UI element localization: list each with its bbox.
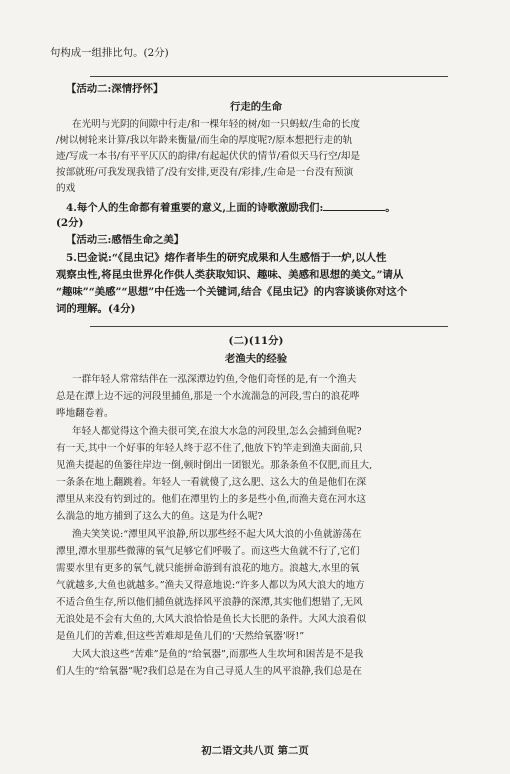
poem-title: 行走的生命	[230, 101, 282, 113]
story-line-18: 们人生的“给氧器”呢?我们总是在为自己寻觅人生的风平浪静,我们总是在	[56, 666, 362, 677]
poem-line-2: /树以树轮来计算/我以年龄来衡量/而生命的厚度呢?/原本想把行走的轨	[56, 135, 353, 146]
story-line-1: 一群年轻人常常结伴在一泓深潭边钓鱼,令他们奇怪的是,有一个渔夫	[72, 374, 357, 385]
story-line-16: 是鱼儿们的苦难,但这些苦难却是鱼儿们的‘天然给氧器’呀!”	[56, 631, 305, 642]
story-line-13: 气就越多,大鱼也就越多。”渔夫又得意地说:“许多人都以为风大浪大的地方	[56, 580, 365, 591]
poem-line-3: 迹/写成一本书/有平平仄仄的韵律/有起起伏伏的情节/看似天马行空/却是	[56, 151, 360, 162]
story-line-15: 无浪处是不会有大鱼的,大风大浪恰恰是鱼长大长肥的条件。大风大浪看似	[56, 614, 367, 625]
question-5-line-3: “趣味”“美感”“思想”中任选一个关键词,结合《昆虫记》的内容谈谈你对这个	[56, 286, 408, 298]
divider-2	[90, 326, 448, 327]
text-line-1: 句构成一组排比句。(2分)	[50, 47, 169, 59]
story-line-17: 大风大浪这些“苦难”是鱼的“给氧器”,而那些人生坎坷和困苦是不是我	[72, 649, 364, 660]
story-line-8: 潭里从来没有钓到过的。他们在潭里钓上的多是些小鱼,而渔夫竟在河水这	[56, 494, 367, 505]
activity-two-heading: 【活动二:深情抒怀】	[66, 83, 164, 95]
story-line-10: 渔夫笑笑说:“潭里风平浪静,所以那些经不起大风大浪的小鱼就游荡在	[72, 529, 362, 540]
story-line-14: 不适合鱼生存,所以他们捕鱼就选择风平浪静的深潭,其实他们想错了,无风	[56, 597, 363, 608]
story-line-2: 总是在潭上边不远的河段里捕鱼,那是一个水流湍急的河段,雪白的浪花哗	[56, 391, 360, 402]
divider-1	[90, 76, 448, 77]
story-line-12: 需要水里有更多的氧气,就只能拼命游到有浪花的地方。浪越大,水里的氧	[56, 563, 360, 574]
story-line-5: 有一天,其中一个好事的年轻人终于忍不住了,他放下钓竿走到渔夫面前,只	[56, 443, 363, 454]
question-5-line-4: 词的理解。(4分)	[56, 303, 136, 315]
poem-line-1: 在光明与光阴的间隙中行走/和一棵年轻的树/如一只蚂蚁/生命的长度	[72, 119, 360, 130]
question-5-line-1: 5.巴金说:“《昆虫记》熔作者毕生的研究成果和人生感悟于一炉,以人性	[66, 252, 387, 264]
story-line-11: 潭里,潭水里那些微薄的氧气足够它们呼吸了。而这些大鱼就不行了,它们	[56, 546, 360, 557]
story-line-4: 年轻人都觉得这个渔夫很可笑,在浪大水急的河段里,怎么会捕到鱼呢?	[72, 426, 362, 437]
poem-line-5: 的戏	[56, 183, 76, 194]
activity-three-heading: 【活动三:感悟生命之美】	[66, 234, 185, 246]
story-title: 老渔夫的经验	[224, 353, 288, 365]
question-4: 4.每个人的生命都有着重要的意义,上面的诗歌激励我们: 。	[66, 202, 396, 214]
story-line-9: 么湍急的地方捕到了这么大的鱼。这是为什么呢?	[56, 511, 263, 522]
page-footer: 初二语文共八页 第二页	[201, 745, 309, 757]
story-line-6: 见渔夫提起的鱼篓往岸边一倒,顿时倒出一团银光。那条条鱼不仅肥,而且大,	[56, 460, 373, 471]
question-5-line-2: 观察虫性,将昆虫世界化作供人类获取知识、趣味、美感和思想的美文。”请从	[56, 269, 404, 281]
poem-line-4: 按部就班/可我发现我错了/没有安排,更没有/彩排,/生命是一台没有预演	[56, 167, 354, 178]
story-line-3: 哗地翻卷着。	[56, 408, 114, 419]
question-4-text: 4.每个人的生命都有着重要的意义,上面的诗歌激励我们:	[66, 202, 324, 214]
question-4-score: (2分)	[56, 217, 84, 229]
story-line-7: 一条条在地上翻跳着。年轻人一看就傻了,这么肥、这么大的鱼是他们在深	[56, 477, 367, 488]
answer-blank[interactable]	[323, 200, 385, 211]
section-two-heading: (二)(11分)	[228, 335, 284, 347]
